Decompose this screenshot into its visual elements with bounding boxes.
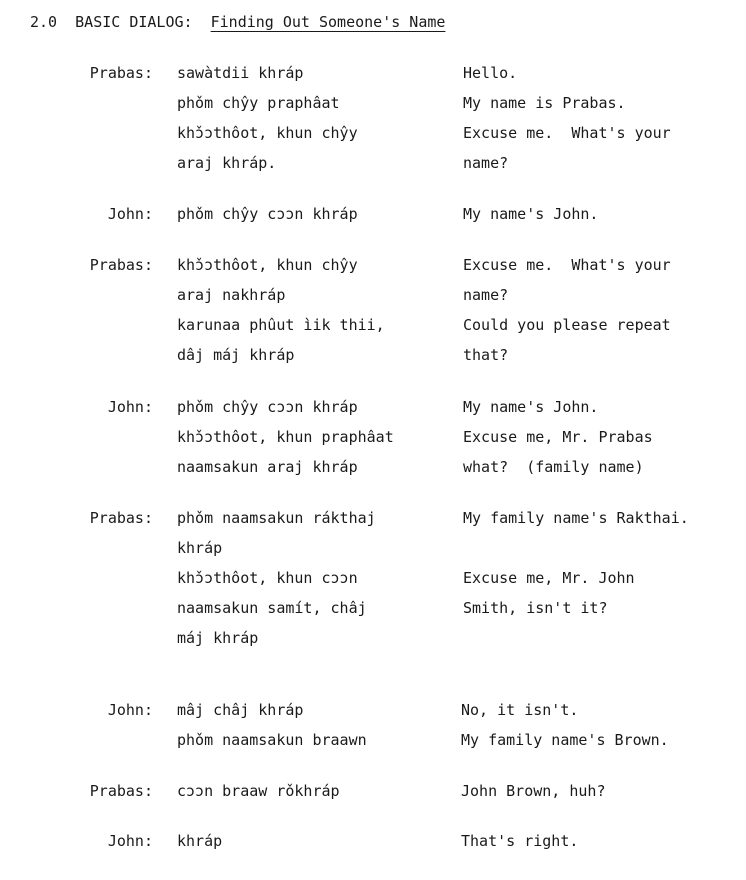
thai-line: khɔ̌ɔthôot, khun chŷy [177,256,358,274]
speaker-name: John: [107,701,153,719]
thai-line: khráp [177,539,223,557]
thai-line: cɔɔn braaw rǒkhráp [177,782,340,800]
english-line: That's right. [461,832,579,850]
section-number: 2.0 [30,13,58,31]
thai-line: dâj máj khráp [177,346,295,364]
thai-line: naamsakun samít, châj [177,599,367,617]
english-line: No, it isn't. [461,701,579,719]
section-heading [30,13,445,31]
english-line: My family name's Brown. [461,731,669,749]
thai-line: khɔ̌ɔthôot, khun praphâat [177,428,394,446]
speaker-name: Prabas: [89,256,153,274]
english-line: name? [463,154,509,172]
speaker-name: John: [107,205,153,223]
english-line: My name's John. [463,205,599,223]
thai-line: khɔ̌ɔthôot, khun cɔɔn [177,569,358,587]
speaker-name: John: [107,832,153,850]
thai-line: araj nakhráp [177,286,286,304]
thai-line: phǒm chŷy praphâat [177,94,340,112]
thai-line: karunaa phûut ìik thii, [177,316,385,334]
thai-line: araj khráp. [177,154,277,172]
english-line: My name is Prabas. [463,94,626,112]
thai-line: phǒm naamsakun braawn [177,731,367,749]
english-line: Excuse me. What's your [463,256,671,274]
english-line: My family name's Rakthai. [463,509,689,527]
section-title: Finding Out Someone's Name [210,13,446,31]
thai-line: phǒm naamsakun rákthaj [177,509,376,527]
thai-line: phǒm chŷy cɔɔn khráp [177,398,358,416]
english-line: Excuse me, Mr. John [463,569,635,587]
english-line: name? [463,286,509,304]
english-line: what? (family name) [463,458,644,476]
thai-line: mâj châj khráp [177,701,304,719]
speaker-name: Prabas: [89,782,153,800]
thai-line: máj khráp [177,629,259,647]
thai-line: sawàtdii khráp [177,64,304,82]
thai-line: khɔ̌ɔthôot, khun chŷy [177,124,358,142]
english-line: that? [463,346,509,364]
speaker-name: Prabas: [89,509,153,527]
english-line: Hello. [463,64,518,82]
english-line: My name's John. [463,398,599,416]
thai-line: khráp [177,832,223,850]
speaker-name: Prabas: [89,64,153,82]
thai-line: naamsakun araj khráp [177,458,358,476]
section-label: BASIC DIALOG: [75,13,193,31]
english-line: Excuse me. What's your [463,124,671,142]
english-line: Smith, isn't it? [463,599,608,617]
english-line: Could you please repeat [463,316,671,334]
speaker-name: John: [107,398,153,416]
english-line: John Brown, huh? [461,782,606,800]
english-line: Excuse me, Mr. Prabas [463,428,653,446]
thai-line: phǒm chŷy cɔɔn khráp [177,205,358,223]
